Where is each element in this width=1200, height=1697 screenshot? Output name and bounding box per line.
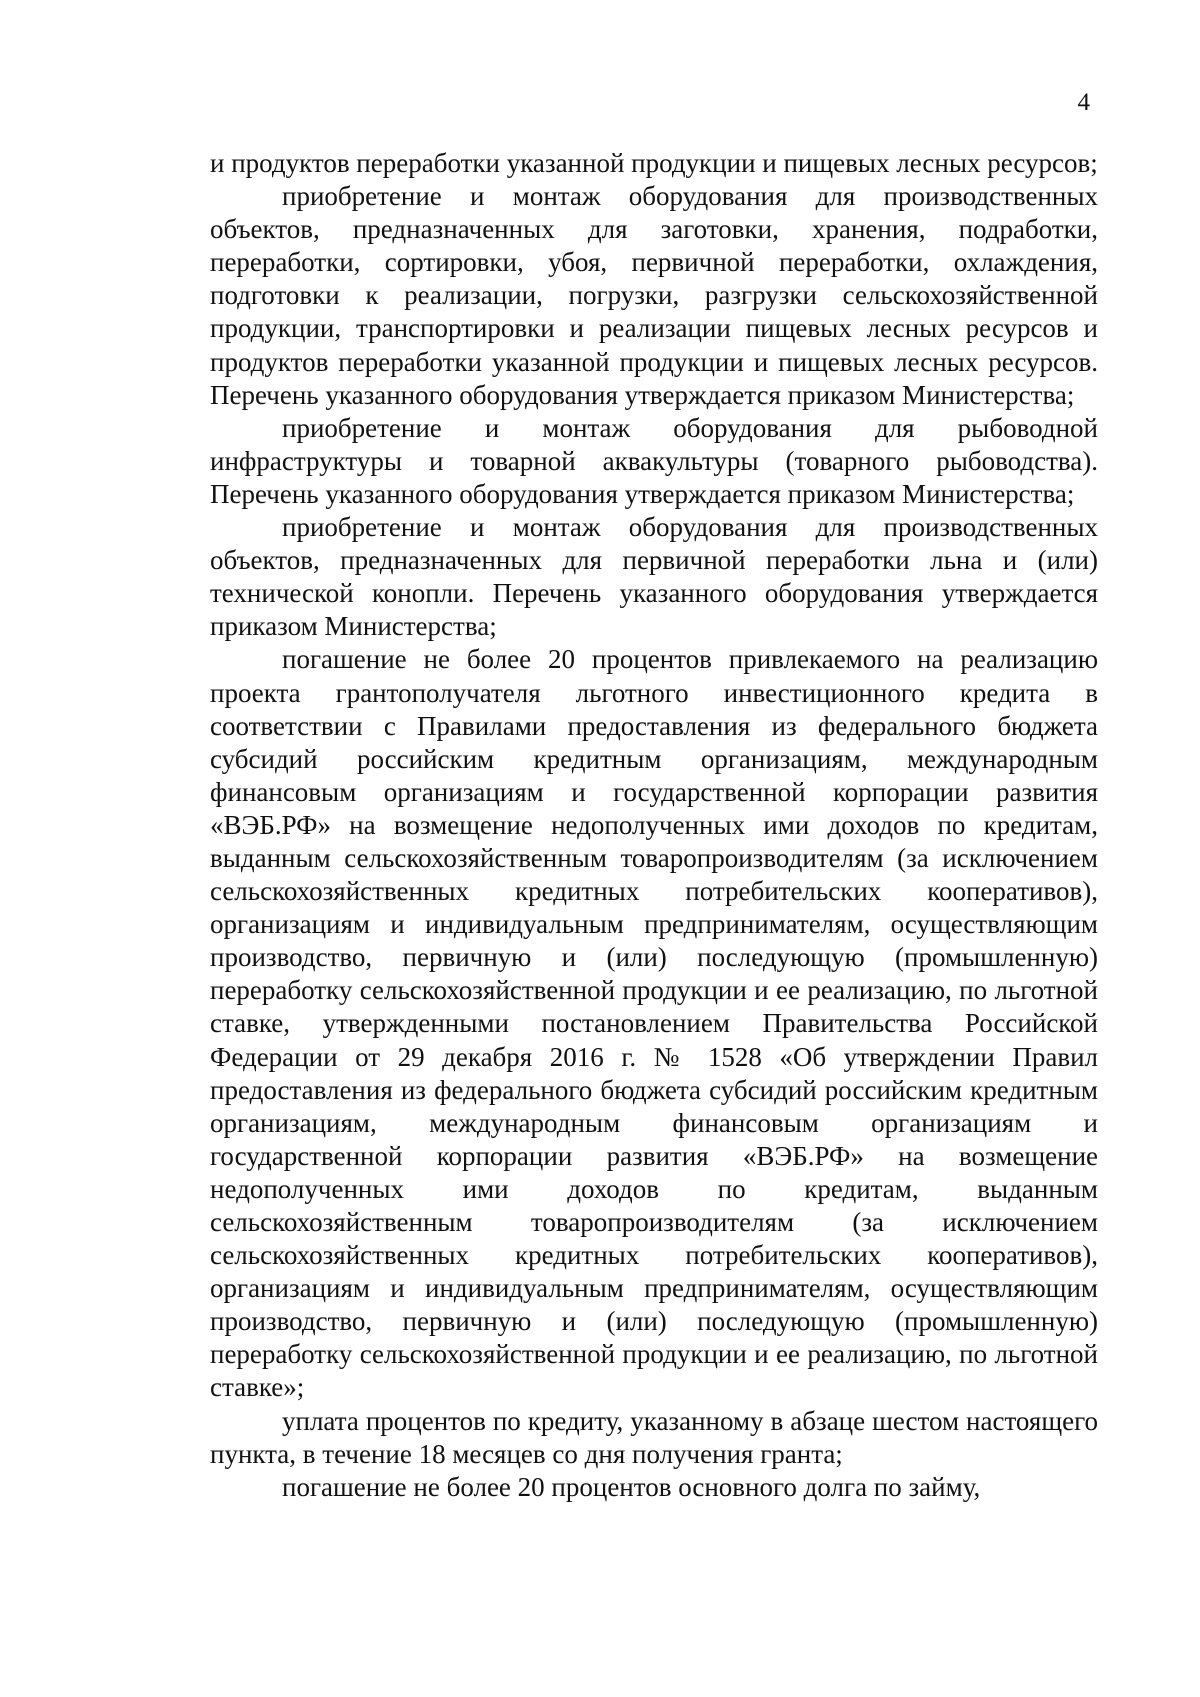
- page-number: 4: [1077, 89, 1090, 116]
- paragraph-loan-repayment: погашение не более 20 процентов привлекаемого на реализацию проекта грантополучателя льготного инвестиционного кредита в соответствии с Правилами предоставления из федерального бюджета субсидий российским кредитным организациям, международным финансовым организациям и государственной корпорации развития «ВЭБ.РФ» на возмещение недополученных ими доходов по кредитам, выданным сельскохозяйственным товаропроизводителям (за исключением сельскохозяйственных кредитных потребительских кооперативов), организациям и индивидуальным предпринимателям, осуществляющим производство, первичную и (или) последующую (промышленную) переработку сельскохозяйственной продукции и ее реализацию, по льготной ставке, утвержденными постановлением Правительства Российской Федерации от 29 декабря 2016 г. № 1528 «Об утверждении Правил предоставления из федерального бюджета субсидий российским кредитным организациям, международным финансовым организациям и государственной корпорации развития «ВЭБ.РФ» на возмещение недополученных ими доходов по кредитам, выданным сельскохозяйственным товаропроизводителям (за исключением сельскохозяйственных кредитных потребительских кооперативов), организациям и индивидуальным предпринимателям, осуществляющим производство, первичную и (или) последующую (промышленную) переработку сельскохозяйственной продукции и ее реализацию, по льготной ставке»;: [210, 644, 1098, 1403]
- paragraph-equipment-fish-farming: приобретение и монтаж оборудования для рыбоводной инфраструктуры и товарной аквакультуры (товарного рыбоводства). Перечень указанного оборудования утверждается приказом Министерства;: [210, 412, 1098, 509]
- paragraph-equipment-production: приобретение и монтаж оборудования для производственных объектов, предназначенных для заготовки, хранения, подработки, переработки, сортировки, убоя, первичной переработки, охлаждения, подготовки к реализации, погрузки, разгрузки сельскохозяйственной продукции, транспортировки и реализации пищевых лесных ресурсов и продуктов переработки указанной продукции и пищевых лесных ресурсов. Перечень указанного оборудования утверждается приказом Министерства;: [210, 181, 1098, 410]
- paragraph-debt-repayment: погашение не более 20 процентов основного долга по займу,: [282, 1471, 981, 1502]
- paragraph-equipment-flax-hemp: приобретение и монтаж оборудования для производственных объектов, предназначенных для первичной переработки льна и (или) технической конопли. Перечень указанного оборудования утверждается приказом Министерства;: [210, 512, 1098, 642]
- document-body: [210, 147, 1098, 1504]
- paragraph-continuation: и продуктов переработки указанной продукции и пищевых лесных ресурсов;: [210, 148, 1098, 178]
- paragraph-interest-payment: уплата процентов по кредиту, указанному в абзаце шестом настоящего пункта, в течение 18 месяцев со дня получения гранта;: [210, 1405, 1098, 1469]
